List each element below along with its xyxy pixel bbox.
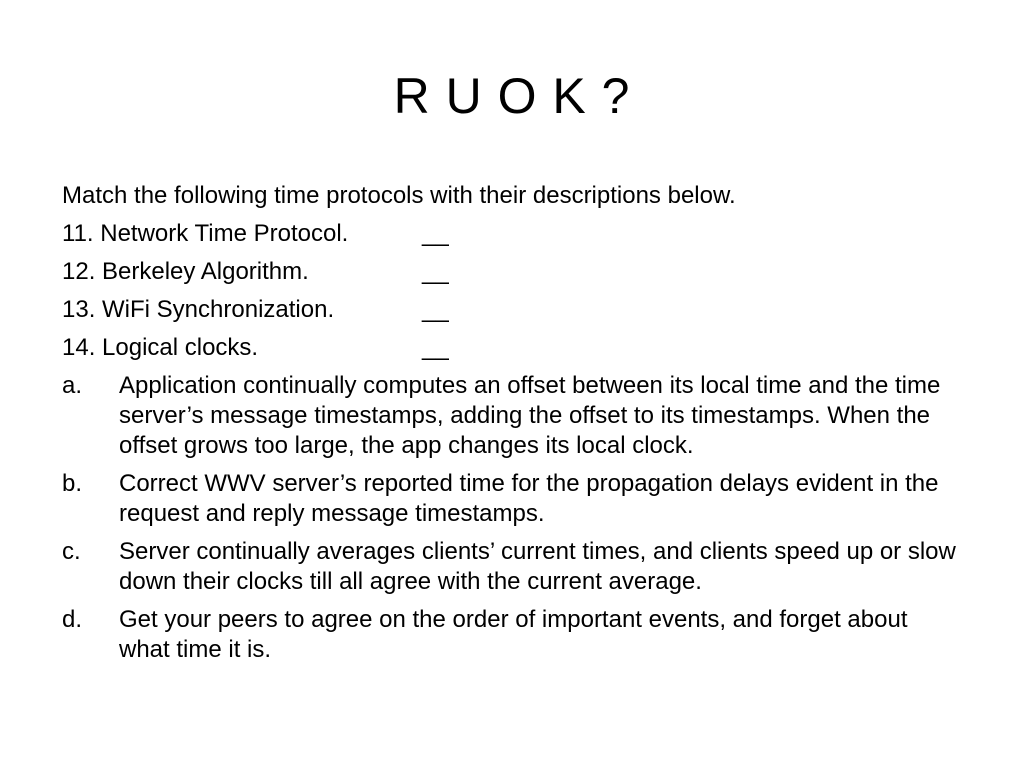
option-text: Application continually computes an offset between its local time and the time server’s message timestamps, adding the offset to its timestamps. When the offset grows too large, the app changes its local clock. xyxy=(119,372,941,459)
answer-blank: __ xyxy=(422,296,449,323)
option-item xyxy=(62,371,962,461)
option-text: Server continually averages clients’ current times, and clients speed up or slow down their clocks till all agree with the current average. xyxy=(119,538,956,595)
option-letter: b. xyxy=(62,470,83,497)
question-item xyxy=(62,219,962,257)
option-item xyxy=(62,605,962,665)
slide-title: R U O K ? xyxy=(393,68,631,124)
question-item xyxy=(62,333,962,371)
question-label: 11. Network Time Protocol. xyxy=(62,220,349,247)
option-text: Correct WWV server’s reported time for the propagation delays evident in the request and reply message timestamps. xyxy=(119,470,939,527)
question-label: 14. Logical clocks. xyxy=(62,334,259,361)
option-letter: c. xyxy=(62,538,81,565)
question-item xyxy=(62,295,962,333)
question-label: 13. WiFi Synchronization. xyxy=(62,296,335,323)
slide-body xyxy=(62,181,962,673)
option-item xyxy=(62,537,962,597)
answer-blank: __ xyxy=(422,220,449,247)
answer-blank: __ xyxy=(422,258,449,285)
question-label: 12. Berkeley Algorithm. xyxy=(62,258,309,285)
option-text: Get your peers to agree on the order of important events, and forget about what time it is. xyxy=(119,606,908,663)
question-item xyxy=(62,257,962,295)
intro-text: Match the following time protocols with their descriptions below. xyxy=(62,182,736,209)
answer-blank: __ xyxy=(422,334,449,361)
option-letter: d. xyxy=(62,606,83,633)
option-item xyxy=(62,469,962,529)
option-letter: a. xyxy=(62,372,83,399)
